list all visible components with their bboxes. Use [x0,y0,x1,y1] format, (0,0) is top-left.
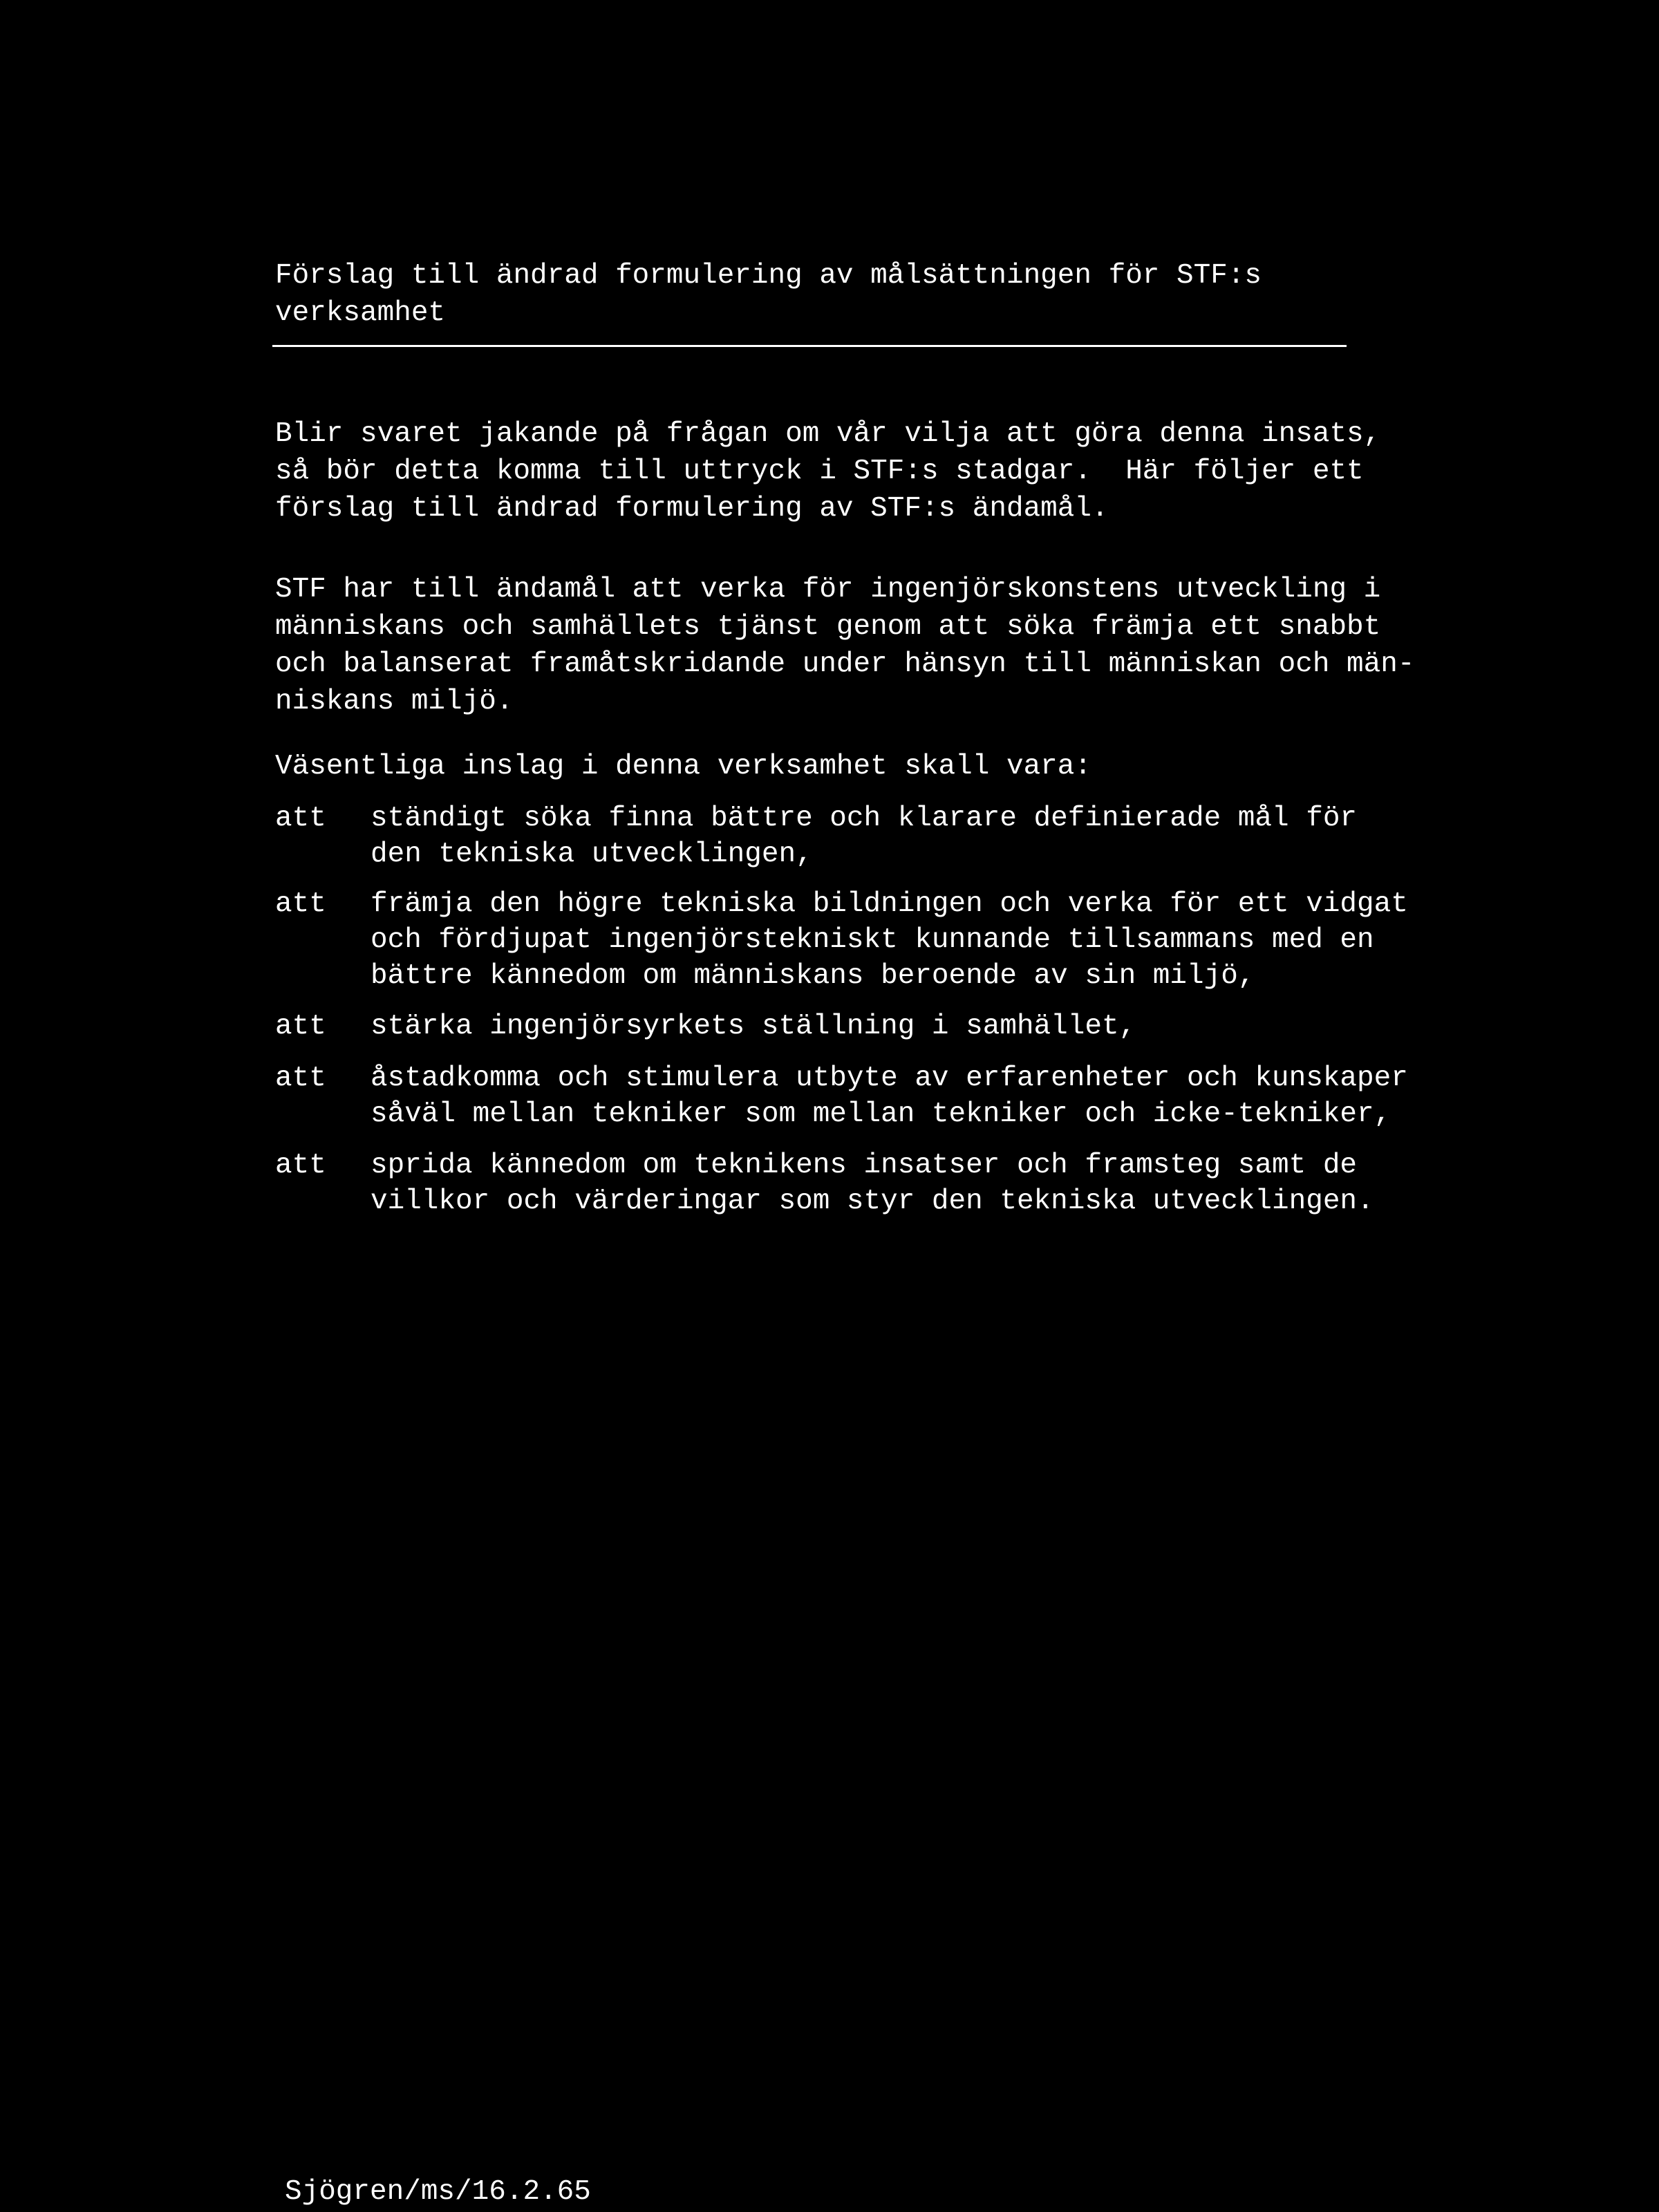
signature-reference: Sjögren/ms/16.2.65 [285,2176,591,2208]
document-title: Förslag till ändrad formulering av målsättningen för STF:s verksamhet [275,260,1262,329]
list-item-keyword: att [275,1011,326,1042]
list-intro: Väsentliga inslag i denna verksamhet skall vara: [275,751,1091,782]
list-item-text: främja den högre tekniska bildningen och verka för ett vidgat och fördjupat ingenjörstekniskt kunnande tillsammans med en bättre kännedom om människans beroende av sin miljö, [371,888,1408,992]
list-item-keyword: att [275,888,326,920]
list-item-keyword: att [275,1150,326,1181]
list-item-keyword: att [275,1062,326,1094]
intro-paragraph: Blir svaret jakande på frågan om vår vilja att göra denna insats, så bör detta komma till uttryck i STF:s stadgar. Här följer ett förslag till ändrad formulering av STF:s ändamål. [275,418,1381,525]
list-item-text: sprida kännedom om teknikens insatser och framsteg samt de villkor och värderingar som styr den tekniska utvecklingen. [371,1150,1374,1217]
list-item-keyword: att [275,803,326,834]
list-item-text: åstadkomma och stimulera utbyte av erfarenheter och kunskaper såväl mellan tekniker som mellan tekniker och icke-tekniker, [371,1062,1408,1130]
title-underline [272,345,1347,347]
list-item-text: ständigt söka finna bättre och klarare definierade mål för den tekniska utvecklingen, [371,803,1358,870]
purpose-paragraph: STF har till ändamål att verka för ingenjörskonstens utveckling i människans och samhällets tjänst genom att söka främja ett snabbt och balanserat framåtskridande under hänsyn till människan och män- niskans miljö. [275,574,1415,718]
list-item-text: stärka ingenjörsyrkets ställning i samhället, [371,1011,1136,1042]
